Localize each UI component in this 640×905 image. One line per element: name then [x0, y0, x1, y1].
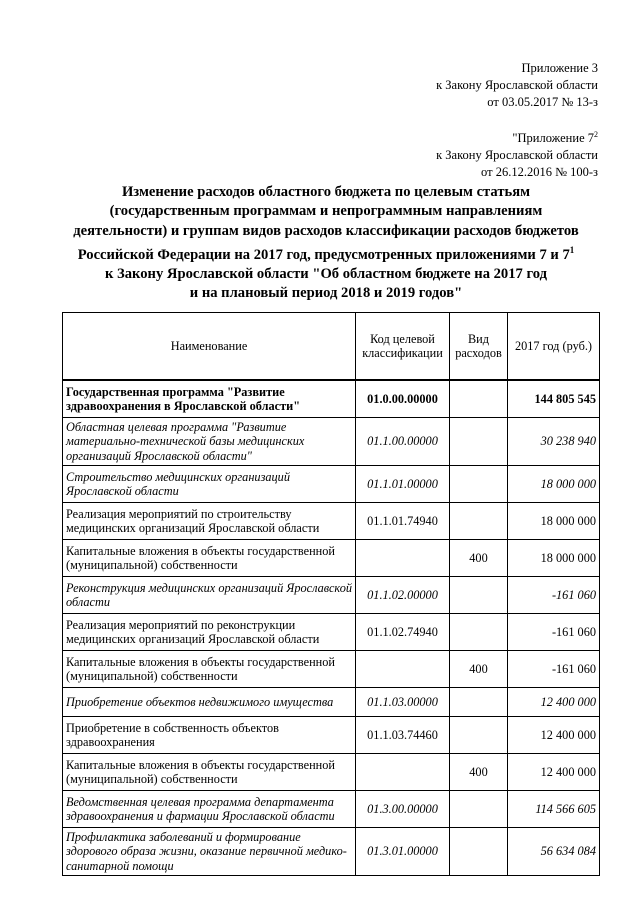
row-kind: 400	[450, 651, 508, 688]
row-kind	[450, 717, 508, 754]
row-amount: -161 060	[508, 651, 600, 688]
table-row	[63, 418, 600, 466]
row-kind	[450, 380, 508, 418]
appendix-number: Приложение 3	[521, 61, 598, 75]
row-amount: -161 060	[508, 614, 600, 651]
row-amount: 144 805 545	[508, 380, 600, 418]
row-kind	[450, 828, 508, 876]
title-line: и на плановый период 2018 и 2019 годов"	[189, 285, 463, 302]
row-code: 01.1.02.00000	[356, 577, 450, 614]
row-name: Капитальные вложения в объекты государственной (муниципальной) собственности	[63, 540, 356, 577]
table-row	[63, 651, 600, 688]
table-row	[63, 754, 600, 791]
row-amount: 12 400 000	[508, 754, 600, 791]
row-kind	[450, 688, 508, 717]
table-row	[63, 540, 600, 577]
row-name: Капитальные вложения в объекты государственной (муниципальной) собственности	[63, 754, 356, 791]
appendix-header	[436, 60, 598, 111]
header-amount: 2017 год (руб.)	[508, 313, 600, 381]
row-kind	[450, 466, 508, 503]
table-header-row	[63, 313, 600, 381]
table-row	[63, 828, 600, 876]
row-code	[356, 651, 450, 688]
table-row	[63, 791, 600, 828]
row-code: 01.1.01.00000	[356, 466, 450, 503]
row-amount: 12 400 000	[508, 717, 600, 754]
title-line: Изменение расходов областного бюджета по целевым статьям	[121, 184, 531, 200]
table-row	[63, 577, 600, 614]
row-code: 01.3.01.00000	[356, 828, 450, 876]
header-name: Наименование	[63, 313, 356, 381]
row-code: 01.1.01.74940	[356, 503, 450, 540]
table-row	[63, 717, 600, 754]
row-name: Реконструкция медицинских организаций Ярославской области	[63, 577, 356, 614]
row-kind	[450, 503, 508, 540]
header-code: Код целевой классификации	[356, 313, 450, 381]
row-amount: 114 566 605	[508, 791, 600, 828]
row-name: Государственная программа "Развитие здравоохранения в Ярославской области"	[63, 380, 356, 418]
appendix-law-date: от 03.05.2017 № 13-з	[487, 95, 598, 109]
row-name: Реализация мероприятий по реконструкции медицинских организаций Ярославской области	[63, 614, 356, 651]
row-name: Ведомственная целевая программа департамента здравоохранения и фармации Ярославской области	[63, 791, 356, 828]
header-kind: Вид расходов	[450, 313, 508, 381]
row-amount: -161 060	[508, 577, 600, 614]
table-row	[63, 380, 600, 418]
row-name: Строительство медицинских организаций Ярославской области	[63, 466, 356, 503]
prior-appendix-law-ref: к Закону Ярославской области	[436, 148, 598, 163]
title-line: деятельности) и группам видов расходов классификации расходов бюджетов	[73, 222, 579, 239]
row-code: 01.3.00.00000	[356, 791, 450, 828]
row-amount: 18 000 000	[508, 466, 600, 503]
row-code: 01.1.03.00000	[356, 688, 450, 717]
row-name: Областная целевая программа "Развитие материально-технической базы медицинских организаций Ярославской области"	[63, 418, 356, 466]
row-name: Профилактика заболеваний и формирование здорового образа жизни, оказание первичной медико-санитарной помощи	[63, 828, 356, 876]
table-row	[63, 614, 600, 651]
row-name: Приобретение в собственность объектов здравоохранения	[63, 717, 356, 754]
title-line: (государственным программам и непрограммным направлениям	[109, 203, 543, 220]
document-title	[40, 183, 612, 304]
prior-appendix-header	[436, 126, 598, 181]
title-line: к Закону Ярославской области "Об областном бюджете на 2017 год	[104, 266, 547, 283]
row-amount: 12 400 000	[508, 688, 600, 717]
row-name: Приобретение объектов недвижимого имущества	[63, 688, 356, 717]
row-code	[356, 754, 450, 791]
table-row	[63, 466, 600, 503]
row-code: 01.1.02.74940	[356, 614, 450, 651]
row-kind: 400	[450, 754, 508, 791]
prior-appendix-law-date: от 26.12.2016 № 100-з	[481, 165, 598, 180]
row-kind	[450, 418, 508, 466]
prior-appendix-number: "Приложение $7^2$	[512, 130, 598, 146]
row-amount: 56 634 084	[508, 828, 600, 876]
row-kind	[450, 577, 508, 614]
row-code: 01.0.00.00000	[356, 380, 450, 418]
row-amount: 18 000 000	[508, 540, 600, 577]
table-row	[63, 503, 600, 540]
row-name: Капитальные вложения в объекты государственной (муниципальной) собственности	[63, 651, 356, 688]
row-code: 01.1.00.00000	[356, 418, 450, 466]
row-name: Реализация мероприятий по строительству медицинских организаций Ярославской области	[63, 503, 356, 540]
row-kind	[450, 614, 508, 651]
row-code	[356, 540, 450, 577]
expenditure-table	[62, 312, 600, 876]
row-kind	[450, 791, 508, 828]
row-amount: 18 000 000	[508, 503, 600, 540]
appendix-law-ref: к Закону Ярославской области	[436, 78, 598, 92]
row-kind: 400	[450, 540, 508, 577]
title-line: Российской Федерации на 2017 год, предусмотренных приложениями 7 и $7^1$	[77, 244, 575, 263]
row-amount: 30 238 940	[508, 418, 600, 466]
row-code: 01.1.03.74460	[356, 717, 450, 754]
table-row	[63, 688, 600, 717]
